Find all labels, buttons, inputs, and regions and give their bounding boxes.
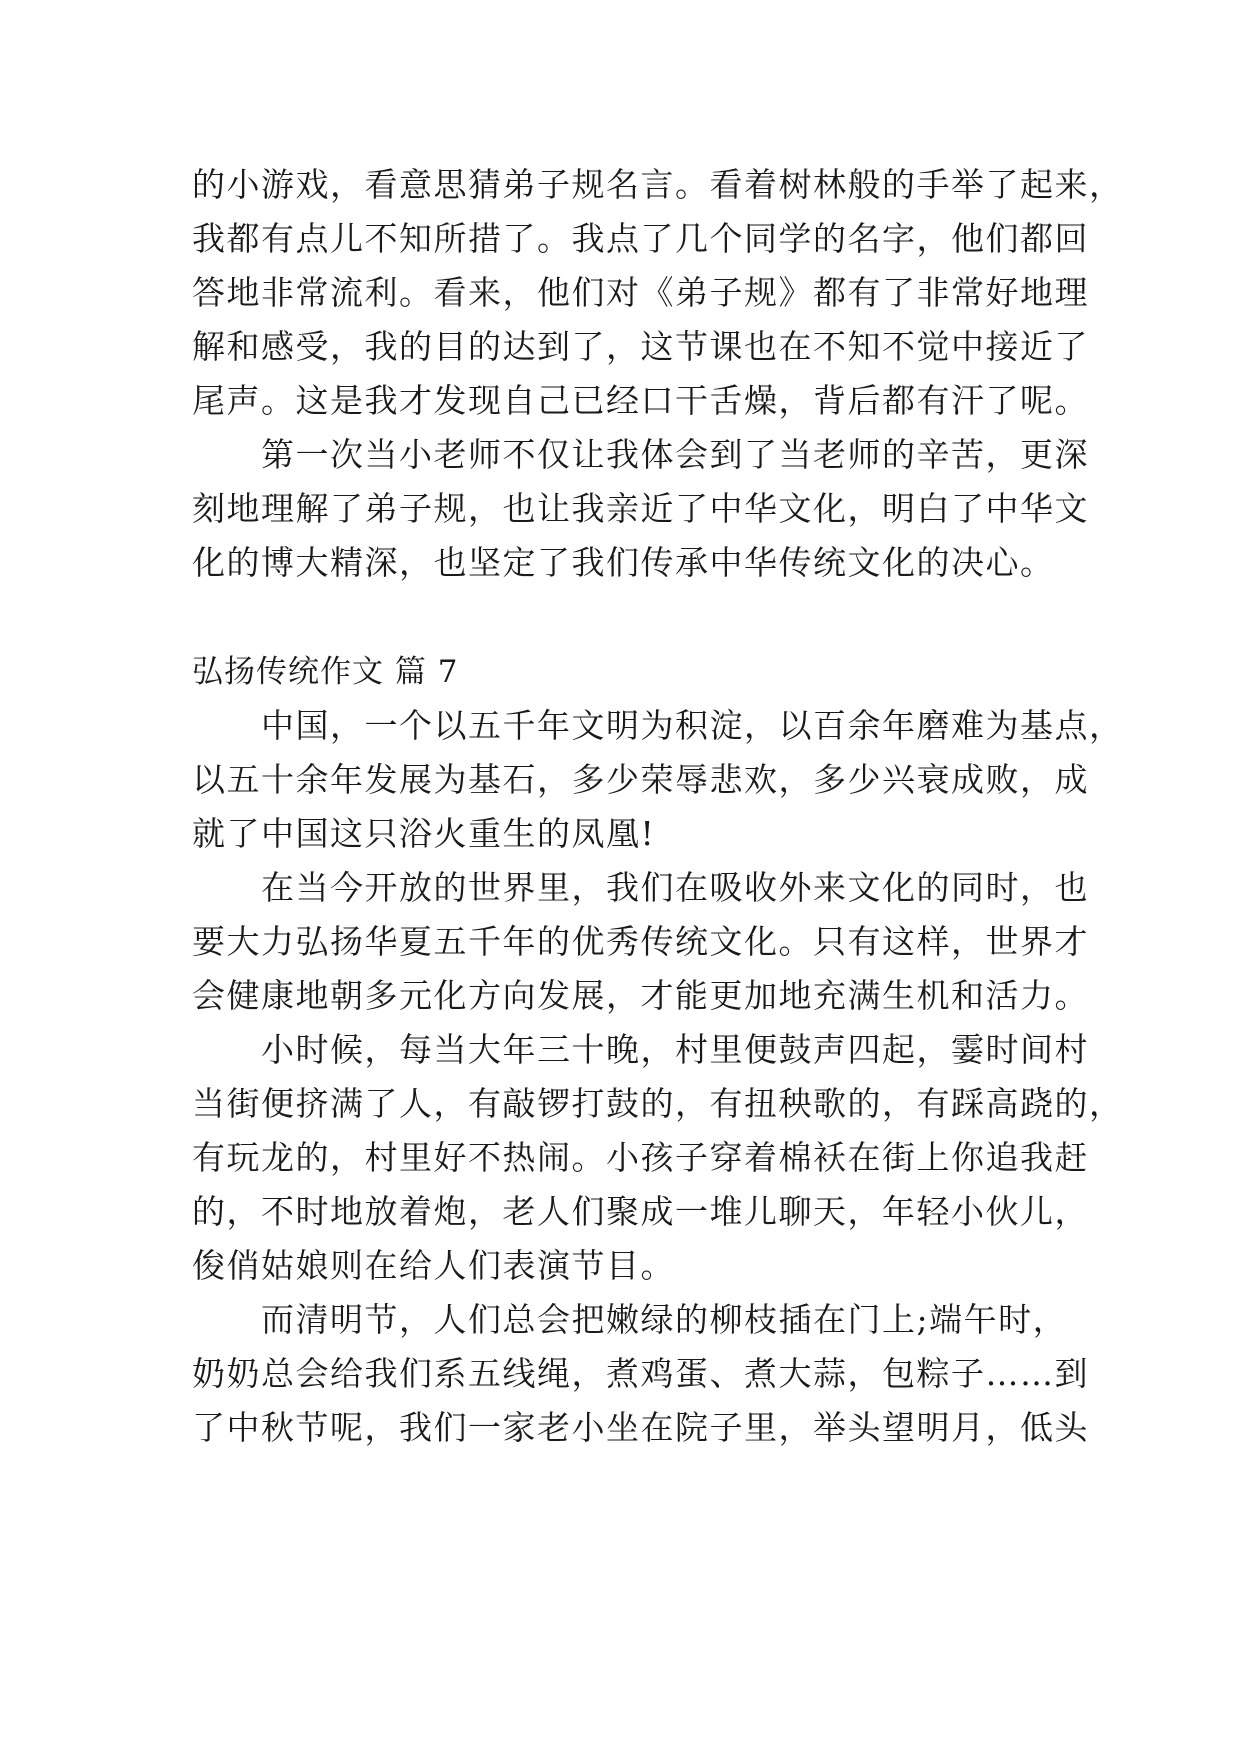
text-line: 化的博大精深，也坚定了我们传承中华传统文化的决心。 [192, 543, 1055, 582]
text-line: 的小游戏，看意思猜弟子规名言。看着树林般的手举了起来， [192, 165, 1124, 204]
text-line: 的，不时地放着炮，老人们聚成一堆儿聊天，年轻小伙儿， [192, 1192, 1089, 1231]
text-line: 答地非常流利。看来，他们对《弟子规》都有了非常好地理 [192, 273, 1089, 312]
text-line: 就了中国这只浴火重生的凤凰! [192, 814, 656, 853]
section-7 [192, 645, 1124, 1455]
text-line: 在当今开放的世界里，我们在吸收外来文化的同时，也 [192, 868, 1089, 907]
text-line: 以五十余年发展为基石，多少荣辱悲欢，多少兴衰成败，成 [192, 760, 1089, 799]
text-line: 了中秋节呢，我们一家老小坐在院子里，举头望明月，低头 [192, 1408, 1089, 1447]
text-line: 奶奶总会给我们系五线绳，煮鸡蛋、煮大蒜，包粽子……到 [192, 1354, 1089, 1393]
text-line: 解和感受，我的目的达到了，这节课也在不知不觉中接近了 [192, 327, 1089, 366]
text-line: 小时候，每当大年三十晚，村里便鼓声四起，霎时间村 [192, 1030, 1089, 1069]
text-line: 第一次当小老师不仅让我体会到了当老师的辛苦，更深 [192, 435, 1089, 474]
text-line: 会健康地朝多元化方向发展，才能更加地充满生机和活力。 [192, 976, 1089, 1015]
text-line: 俊俏姑娘则在给人们表演节目。 [192, 1246, 675, 1285]
text-line: 刻地理解了弟子规，也让我亲近了中华文化，明白了中华文 [192, 489, 1089, 528]
text-line: 而清明节，人们总会把嫩绿的柳枝插在门上;端午时， [192, 1300, 1068, 1339]
text-line: 有玩龙的，村里好不热闹。小孩子穿着棉袄在街上你追我赶 [192, 1138, 1089, 1177]
section-heading: 弘扬传统作文 篇 7 [192, 654, 459, 690]
text-line: 我都有点儿不知所措了。我点了几个同学的名字，他们都回 [192, 219, 1089, 258]
article-body [192, 158, 1124, 1455]
text-line: 当街便挤满了人，有敲锣打鼓的，有扭秧歌的，有踩高跷的， [192, 1084, 1124, 1123]
text-line: 中国，一个以五千年文明为积淀，以百余年磨难为基点， [192, 706, 1124, 745]
text-line: 尾声。这是我才发现自己已经口干舌燥，背后都有汗了呢。 [192, 381, 1089, 420]
section-gap [192, 590, 1072, 645]
text-line: 要大力弘扬华夏五千年的优秀传统文化。只有这样，世界才 [192, 922, 1089, 961]
previous-section [192, 158, 1124, 590]
